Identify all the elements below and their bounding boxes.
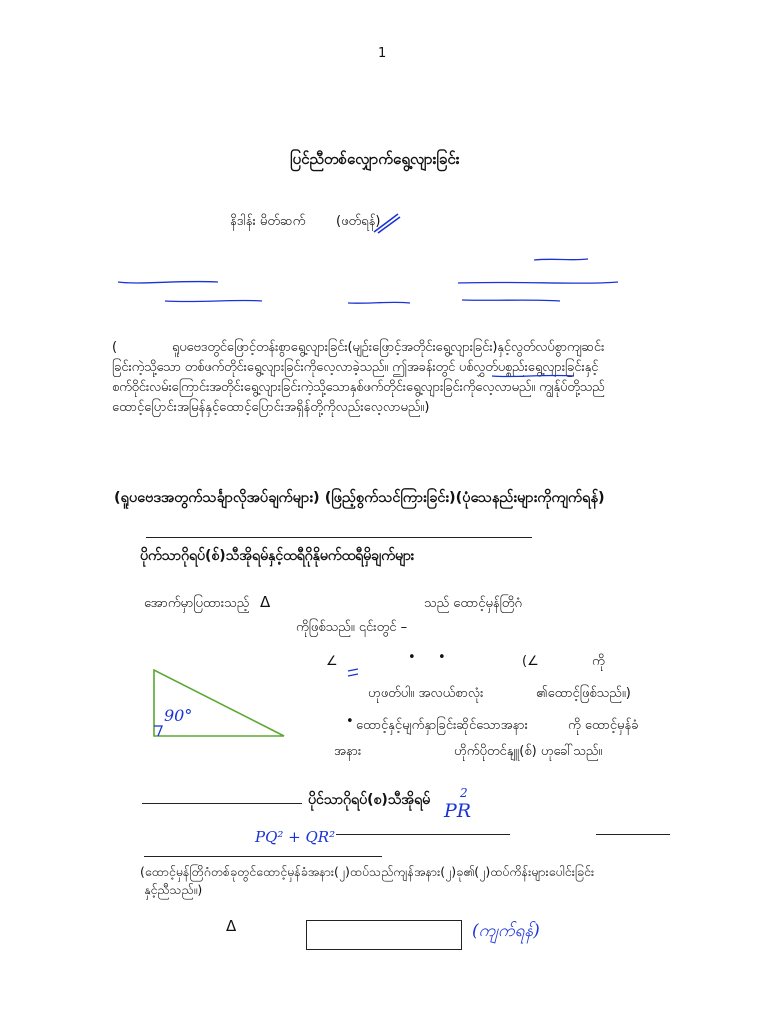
point-dot-3: • <box>346 714 354 729</box>
section-heading: (ရူပဗေဒအတွက်သင်္ချာလိုအပ်ချက်များ) (ဖြည့်စွက်သင်ကြားခြင်း)(ပုံသေနည်းများကိုကျက်ရန်) <box>114 490 605 506</box>
intro-line-3: စက်ဝိုင်းလမ်းကြောင်းအတိုင်းရွေ့လျားခြင်းကဲ့သို့သောနှစ်ဖက်တိုင်းရွေ့လျားခြင်းကိုလေ့လာမည်။ ကျွန်ုပ်တို့သည် <box>112 380 605 395</box>
pythagoras-heading: ပိုင်သာဂိုရပ်(စ)သီအိုရမ် <box>308 792 431 808</box>
intro-line-4: ထောင့်ပြောင်းအမြန်နှင့်ထောင့်ပြောင်းအရှိန်တို့ကိုလည်းလေ့လာမည်။) <box>112 400 430 415</box>
triangle-text-line6-left: အနား <box>334 744 362 759</box>
pythagoras-left-rule <box>142 803 302 804</box>
equation-right-rule <box>596 834 670 835</box>
intro-label: နိဒါန်း မိတ်ဆက် <box>230 214 306 229</box>
angle-symbol: ∠ <box>326 654 338 669</box>
point-dot-1: • <box>408 650 416 665</box>
footnote-line-2: နှင့်ညီသည်။) <box>144 882 203 897</box>
page-title: ပြင်ညီတစ်လျှောက်ရွေ့လျားခြင်း <box>290 150 460 168</box>
bottom-delta-symbol: Δ <box>226 917 237 935</box>
ko-particle: ကို <box>592 654 605 669</box>
triangle-text-line2: ကိုဖြစ်သည်။ ၎င်းတွင် – <box>296 620 408 635</box>
intro-open-paren: ( <box>112 340 118 355</box>
triangle-text-line6-right: ဟိုက်ပိုတင်နျူ(စ်) ဟုခေါ်သည်။ <box>454 744 603 759</box>
handwritten-underlines <box>0 0 768 320</box>
handwritten-angle-label: 90° <box>164 706 193 725</box>
point-dot-2: • <box>438 650 446 665</box>
triangle-text-line5-right: ကို ထောင့်မှန်ခံ <box>568 718 639 733</box>
intro-line-1: ရူပဗေဒတွင်ဖြောင့်တန်းစွာရွေ့လျားခြင်း(မျဉ်းဖြောင့်အတိုင်းရွေ့လျားခြင်း)နှင့်လွတ်လပ်စွာကျဆင်း <box>172 340 605 355</box>
handwritten-underline-projectile <box>490 372 576 380</box>
answer-box[interactable] <box>306 920 462 950</box>
page-number: 1 <box>378 46 387 61</box>
reader-note: (ဖတ်ရန်) <box>336 214 381 229</box>
footnote-line-1: (ထောင့်မှန်တြိဂံတစ်ခုတွင်ထောင့်မှန်ခံအနား(၂)ထပ်သည်ကျန်အနား(၂)ခု၏(၂)ထပ်ကိန်းများပေါင်းခြင်း <box>140 864 595 879</box>
triangle-text-line1-right: သည် ထောင့်မှန်တြိဂံ <box>424 596 522 611</box>
triangle-text-line4: ဟုဖတ်ပါ။ အလယ်စာလုံး <box>368 686 484 701</box>
handwritten-pr-label: PR <box>444 800 472 822</box>
delta-symbol: Δ <box>260 593 271 611</box>
divider-rule <box>146 537 532 538</box>
triangle-text-line5: ထောင့်နှင့်မျက်နှာခြင်းဆိုင်သောအနား <box>356 718 528 733</box>
handwritten-equation: PQ² + QR² <box>255 828 336 846</box>
triangle-text-line4-right: ၏ထောင့်ဖြစ်သည်။) <box>536 686 631 701</box>
handwritten-pr-exponent: 2 <box>460 786 468 800</box>
subheading: ပိုက်သာဂိုရပ်(စ်)သီအိုရမ်နှင့်ထရီဂိုနိုမက်ထရီမှိချက်များ <box>140 548 415 564</box>
angle-paren: (∠ <box>522 654 539 669</box>
handwritten-box-note: (ကျက်ရန်) <box>472 921 540 941</box>
intro-line-2: ခြင်းကဲ့သို့သော တစ်ဖက်တိုင်းရွေ့လျားခြင်းကိုလေ့လာခဲ့သည်။ ဤအခန်းတွင် ပစ်လွှတ်ပစ္စည်းရွေ့လျားခြင်းနှင့် <box>112 360 599 375</box>
equation-blank-rule <box>336 834 510 835</box>
handwritten-equals-mark <box>346 668 360 678</box>
footnote-rule <box>144 856 382 857</box>
triangle-text-line1-left: အောက်မှာပြထားသည့် <box>144 596 250 611</box>
